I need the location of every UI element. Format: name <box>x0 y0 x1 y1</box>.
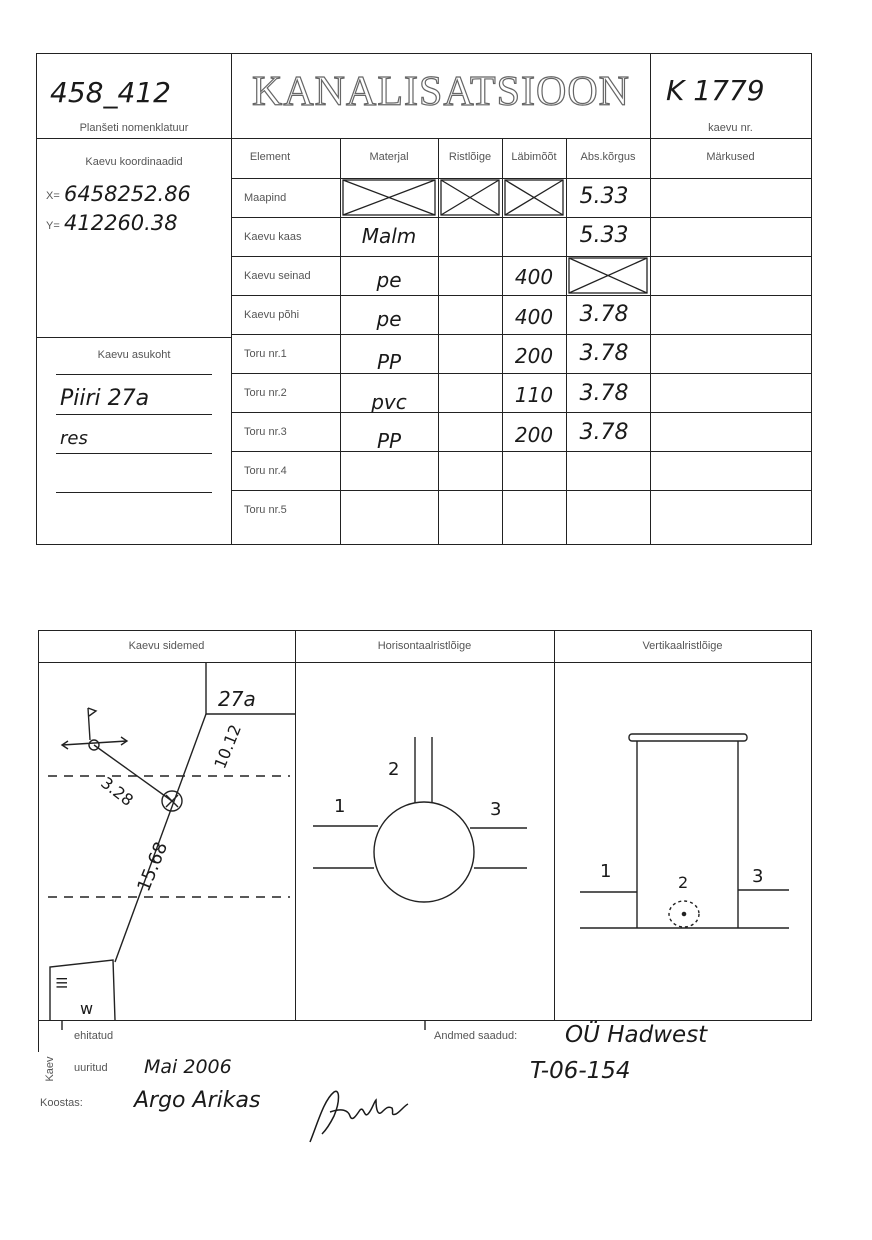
coord-y-value: 412260.38 <box>64 211 178 235</box>
table-cell-diameter: 110 <box>514 383 554 407</box>
table-cell-elevation: 3.78 <box>579 341 629 366</box>
compiled-label: Koostas: <box>40 1097 83 1109</box>
table-cell-material: PP <box>376 350 402 374</box>
distance-label: 10.12 <box>210 721 246 772</box>
table-row-label: Toru nr.1 <box>244 348 287 360</box>
nomenclature-label: Planšeti nomenklatuur <box>79 122 189 134</box>
page-title: KANALISATSIOON <box>252 69 630 115</box>
well-side-label: Kaev <box>44 1056 56 1082</box>
well-number-value: K 1779 <box>666 74 765 107</box>
table-row-label: Toru nr.4 <box>244 465 287 477</box>
corner-label: w <box>80 999 94 1018</box>
source-label: Andmed saadud: <box>434 1030 518 1042</box>
links-label: Kaevu sidemed <box>128 640 205 652</box>
coord-x-value: 6458252.86 <box>64 182 191 206</box>
building-label: 27a <box>218 687 256 711</box>
location-line-1: Piiri 27a <box>60 386 150 411</box>
table-cell-diameter: 200 <box>514 344 554 368</box>
table-cell-elevation: 3.78 <box>579 381 629 406</box>
source-reference: T-06-154 <box>530 1058 631 1084</box>
distance-label: 3.28 <box>97 773 138 810</box>
corner-label: III <box>55 976 71 989</box>
pipe-number-label: 1 <box>600 861 612 882</box>
col-header-cross-section: Ristlõige <box>448 151 492 163</box>
signature <box>300 1082 420 1148</box>
surveyed-value: Mai 2006 <box>144 1056 232 1078</box>
pipe-number-label: 1 <box>334 796 346 817</box>
well-number-label: kaevu nr. <box>708 122 753 134</box>
table-row-label: Kaevu põhi <box>244 309 300 321</box>
col-header-diameter: Läbimõõt <box>511 151 557 163</box>
table-cell-elevation: 5.33 <box>579 223 629 248</box>
coord-x-label: X= <box>46 190 60 202</box>
built-label: ehitatud <box>74 1030 114 1042</box>
table-row-label: Toru nr.5 <box>244 504 287 516</box>
col-header-elevation: Abs.kõrgus <box>580 151 636 163</box>
table-cell-elevation: 3.78 <box>579 302 629 327</box>
col-header-material: Materjal <box>369 151 409 163</box>
table-row-label: Maapind <box>244 192 287 204</box>
table-row-label: Toru nr.2 <box>244 387 287 399</box>
source-value: OÜ Hadwest <box>565 1022 708 1048</box>
horizontal-section-label: Horisontaalristlõige <box>377 640 472 652</box>
col-header-element: Element <box>249 151 291 163</box>
pipe-number-label: 2 <box>388 759 400 780</box>
table-cell-material: pe <box>376 307 402 331</box>
pipe-number-label: 3 <box>752 866 764 887</box>
table-row-label: Toru nr.3 <box>244 426 287 438</box>
table-row-label: Kaevu kaas <box>244 231 302 243</box>
table-cell-material: pvc <box>371 390 407 414</box>
surveyed-label: uuritud <box>74 1062 108 1074</box>
pipe-number-label: 2 <box>678 873 689 892</box>
location-label: Kaevu asukoht <box>97 349 171 361</box>
table-cell-diameter: 400 <box>514 265 554 289</box>
distance-label: 15.68 <box>133 839 173 895</box>
table-cell-elevation: 3.78 <box>579 420 629 445</box>
col-header-notes: Märkused <box>706 151 755 163</box>
table-cell-diameter: 200 <box>514 423 554 447</box>
vertical-section-label: Vertikaalristlõige <box>642 640 723 652</box>
table-row-label: Kaevu seinad <box>244 270 311 282</box>
coord-y-label: Y= <box>46 220 60 232</box>
pipe-number-label: 3 <box>490 799 502 820</box>
table-cell-material: PP <box>376 429 402 453</box>
table-cell-elevation: 5.33 <box>579 184 629 209</box>
table-cell-material: Malm <box>361 224 417 248</box>
table-cell-diameter: 400 <box>514 305 554 329</box>
table-cell-material: pe <box>376 268 402 292</box>
compiled-value: Argo Arikas <box>134 1088 261 1113</box>
location-line-2: res <box>60 428 88 449</box>
coordinates-label: Kaevu koordinaadid <box>85 156 183 168</box>
nomenclature-value: 458_412 <box>50 76 171 109</box>
